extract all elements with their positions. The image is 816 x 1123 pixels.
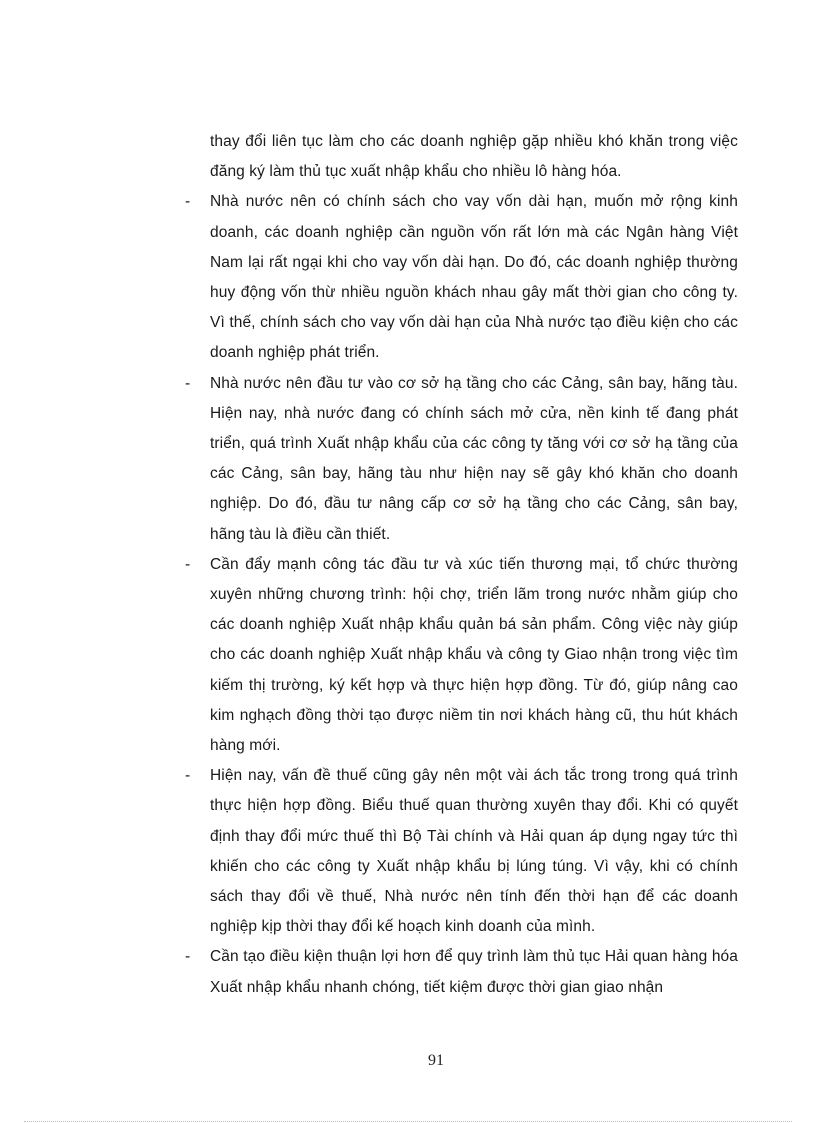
paragraph-text: Nhà nước nên có chính sách cho vay vốn dài hạn, muốn mở rộng kinh doanh, các doanh nghiệp cần nguồn vốn rất lớn mà các Ngân hàng Việt Nam lại rất ngại khi cho vay vốn dài hạn. Do đó, các doanh nghiệp thường huy động vốn thừ nhiều nguồn khách nhau gây mất thời gian cho công ty. Vì thế, chính sách cho vay vốn dài hạn của Nhà nước tạo điều kiện cho các doanh nghiệp phát triển. xyxy=(210,193,738,362)
bullet-paragraph-loans xyxy=(185,187,738,368)
dash-bullet: - xyxy=(185,555,191,573)
dash-bullet: - xyxy=(185,193,191,211)
bullet-paragraph-customs xyxy=(185,942,738,1002)
page-number: 91 xyxy=(428,1052,444,1069)
paragraph-text: Nhà nước nên đầu tư vào cơ sở hạ tầng cho các Cảng, sân bay, hãng tàu. Hiện nay, nhà nước đang có chính sách mở cửa, nền kinh tế đang phát triển, quá trình Xuất nhập khẩu của các công ty tăng với cơ sở hạ tầng của các Cảng, sân bay, hãng tàu như hiện nay sẽ gây khó khăn cho doanh nghiệp. Do đó, đầu tư nâng cấp cơ sở hạ tầng cho các Cảng, sân bay, hãng tàu là điều cần thiết. xyxy=(210,374,738,543)
dash-bullet: - xyxy=(185,374,191,392)
dash-bullet: - xyxy=(185,948,191,966)
bullet-paragraph-infrastructure xyxy=(185,369,738,550)
paragraph-text: Hiện nay, vấn đề thuế cũng gây nên một vài ách tắc trong trong quá trình thực hiện hợp đồng. Biểu thuế quan thường xuyên thay đổi. Khi có quyết định thay đổi mức thuế thì Bộ Tài chính và Hải quan áp dụng ngay tức thì khiến cho các công ty Xuất nhập khẩu bị lúng túng. Vì vậy, khi có chính sách thay đổi về thuế, Nhà nước nên tính đến thời hạn để các doanh nghiệp kịp thời thay đổi kế hoạch kinh doanh của mình. xyxy=(210,767,738,936)
body-text xyxy=(185,127,738,1003)
paragraph-text: thay đổi liên tục làm cho các doanh nghiệp gặp nhiều khó khăn trong việc đăng ký làm thủ tục xuất nhập khẩu cho nhiều lô hàng hóa. xyxy=(210,133,738,181)
paragraph-continuation xyxy=(210,127,738,187)
bullet-paragraph-tax xyxy=(185,761,738,942)
dash-bullet: - xyxy=(185,767,191,785)
paragraph-text: Cần tạo điều kiện thuận lợi hơn để quy trình làm thủ tục Hải quan hàng hóa Xuất nhập khẩu nhanh chóng, tiết kiệm được thời gian giao nhận xyxy=(210,948,738,996)
bullet-paragraph-trade-promotion xyxy=(185,550,738,761)
footer-divider xyxy=(24,1121,792,1122)
paragraph-text: Cần đẩy mạnh công tác đầu tư và xúc tiến thương mại, tổ chức thường xuyên những chương trình: hội chợ, triển lãm trong nước nhằm giúp cho các doanh nghiệp Xuất nhập khẩu quản bá sản phẩm. Công việc này giúp cho các doanh nghiệp Xuất nhập khẩu và công ty Giao nhận trong việc tìm kiếm thị trường, ký kết hợp và thực hiện hợp đồng. Từ đó, giúp nâng cao kim nghạch đồng thời tạo được niềm tin nơi khách hàng cũ, thu hút khách hàng mới. xyxy=(210,555,738,755)
